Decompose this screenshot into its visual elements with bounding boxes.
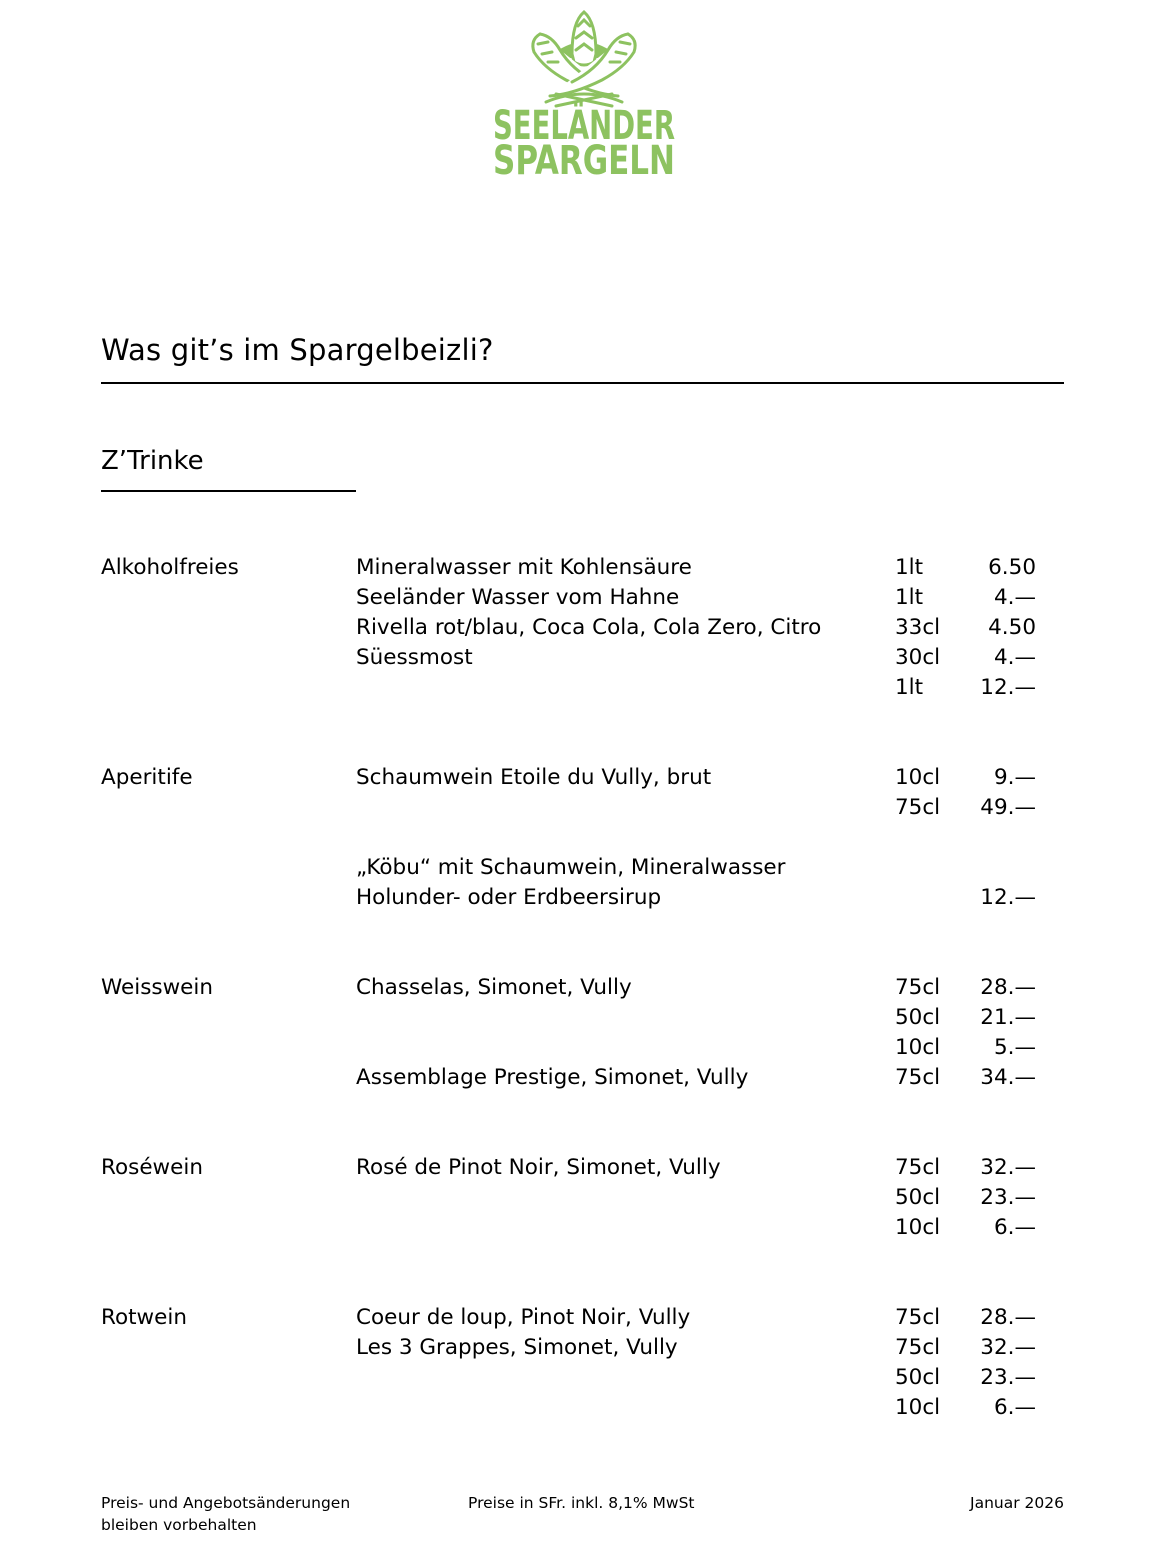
menu-item-name: Rivella rot/blau, Coca Cola, Cola Zero, Citro [356, 615, 822, 640]
menu-item-size: 1lt [895, 555, 924, 580]
menu-item-name: Rosé de Pinot Noir, Simonet, Vully [356, 1155, 721, 1180]
menu-item-price: 12.— [980, 675, 1036, 700]
section-title: Z’Trinke [101, 446, 204, 476]
menu-item-price: 32.— [980, 1155, 1036, 1180]
menu-row [0, 1153, 1170, 1183]
menu-item-price: 6.— [993, 1395, 1036, 1420]
menu-row [0, 673, 1170, 703]
menu-item-name: Coeur de loup, Pinot Noir, Vully [356, 1305, 691, 1330]
menu-item-price: 34.— [980, 1065, 1036, 1090]
menu-row [0, 613, 1170, 643]
footer-disclaimer-line2: bleiben vorbehalten [101, 1516, 257, 1534]
menu-row [0, 793, 1170, 823]
menu-item-name: Schaumwein Etoile du Vully, brut [356, 765, 712, 790]
menu-category: Roséwein [101, 1155, 203, 1180]
menu-row [0, 1033, 1170, 1063]
menu-item-size: 75cl [895, 1335, 941, 1360]
menu-row [0, 1363, 1170, 1393]
menu-item-size: 75cl [895, 1065, 941, 1090]
menu-row [0, 553, 1170, 583]
menu-item-size: 1lt [895, 675, 924, 700]
menu-item-price: 5.— [993, 1035, 1036, 1060]
menu-item-price: 32.— [980, 1335, 1036, 1360]
menu-item-price: 4.— [993, 645, 1036, 670]
menu-row [0, 1063, 1170, 1093]
menu-item-name: Seeländer Wasser vom Hahne [356, 585, 680, 610]
menu-item-size: 33cl [895, 615, 941, 640]
menu-item-size: 50cl [895, 1365, 941, 1390]
menu-row [0, 973, 1170, 1003]
menu-category: Alkoholfreies [101, 555, 239, 580]
menu-row [0, 1333, 1170, 1363]
menu-item-price: 6.50 [988, 555, 1036, 580]
asparagus-logo-icon [486, 6, 732, 184]
menu-item-price: 12.— [980, 885, 1036, 910]
brand-line2: SPARGELN [493, 138, 675, 184]
menu-item-price: 23.— [980, 1185, 1036, 1210]
menu-item-size: 10cl [895, 765, 941, 790]
menu-item-size: 75cl [895, 795, 941, 820]
menu-row [0, 853, 1170, 883]
menu-item-price: 28.— [980, 975, 1036, 1000]
menu-row [0, 1183, 1170, 1213]
menu-item-price: 49.— [980, 795, 1036, 820]
menu-row [0, 1213, 1170, 1243]
menu-item-size: 10cl [895, 1395, 941, 1420]
menu-category: Weisswein [101, 975, 214, 1000]
footer-disclaimer-line1: Preis- und Angebotsänderungen [101, 1494, 351, 1512]
menu-item-size: 10cl [895, 1215, 941, 1240]
brand-logo [486, 6, 732, 184]
brand-line1: SEELÄNDER [493, 103, 732, 149]
menu-item-size: 30cl [895, 645, 941, 670]
menu-row [0, 1303, 1170, 1333]
menu-row [0, 883, 1170, 913]
menu-item-price: 21.— [980, 1005, 1036, 1030]
menu-row [0, 1003, 1170, 1033]
menu-item-price: 4.50 [988, 615, 1036, 640]
menu-item-name: Assemblage Prestige, Simonet, Vully [356, 1065, 749, 1090]
section-divider [101, 490, 356, 492]
menu-category: Rotwein [101, 1305, 187, 1330]
menu-item-size: 10cl [895, 1035, 941, 1060]
menu-item-size: 75cl [895, 975, 941, 1000]
menu-item-size: 50cl [895, 1185, 941, 1210]
menu-item-name: Süessmost [356, 645, 473, 670]
menu-item-size: 1lt [895, 585, 924, 610]
menu-row [0, 763, 1170, 793]
menu-item-price: 4.— [993, 585, 1036, 610]
menu-item-name: Les 3 Grappes, Simonet, Vully [356, 1335, 678, 1360]
menu-item-name: „Köbu“ mit Schaumwein, Mineralwasser [356, 855, 786, 880]
menu-item-size: 50cl [895, 1005, 941, 1030]
menu-item-size: 75cl [895, 1155, 941, 1180]
page-title: Was git’s im Spargelbeizli? [101, 333, 494, 367]
menu-item-price: 6.— [993, 1215, 1036, 1240]
menu-item-name: Chasselas, Simonet, Vully [356, 975, 632, 1000]
menu-row [0, 1393, 1170, 1423]
menu-item-price: 28.— [980, 1305, 1036, 1330]
footer-disclaimer [101, 1492, 350, 1536]
menu-row [0, 583, 1170, 613]
menu-item-size: 75cl [895, 1305, 941, 1330]
menu-item-price: 9.— [993, 765, 1036, 790]
menu-item-price: 23.— [980, 1365, 1036, 1390]
footer-price-note: Preise in SFr. inkl. 8,1% MwSt [468, 1494, 695, 1512]
menu-category: Aperitife [101, 765, 193, 790]
menu-row [0, 643, 1170, 673]
menu-item-name: Holunder- oder Erdbeersirup [356, 885, 662, 910]
menu-item-name: Mineralwasser mit Kohlensäure [356, 555, 692, 580]
title-divider [101, 382, 1064, 384]
footer-date: Januar 2026 [970, 1494, 1064, 1512]
